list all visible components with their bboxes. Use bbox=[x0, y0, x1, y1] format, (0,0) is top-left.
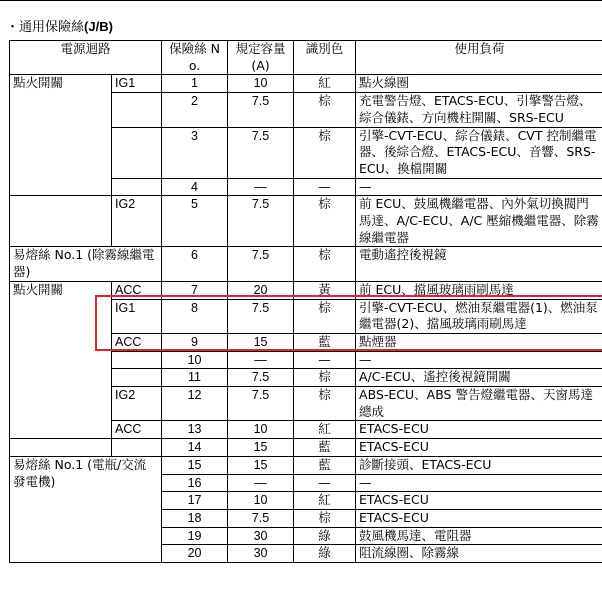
fuse-number: 19 bbox=[162, 527, 228, 545]
circuit-sub-empty bbox=[112, 439, 162, 457]
fuse-color: 棕 bbox=[294, 509, 356, 527]
fuse-color: 棕 bbox=[294, 196, 356, 247]
heading-bullet: ・ bbox=[6, 20, 20, 35]
fuse-color: 棕 bbox=[294, 299, 356, 333]
fuse-capacity: 7.5 bbox=[228, 93, 294, 127]
header-circuit: 電源迴路 bbox=[10, 41, 162, 75]
circuit-sub: ACC bbox=[112, 281, 162, 299]
fuse-number: 20 bbox=[162, 545, 228, 563]
circuit-sub-empty bbox=[112, 178, 162, 196]
fuse-load: 前 ECU、擋風玻璃雨刷馬達 bbox=[356, 281, 602, 299]
fuse-number: 7 bbox=[162, 281, 228, 299]
fuse-capacity: 7.5 bbox=[228, 509, 294, 527]
table-row bbox=[10, 196, 602, 247]
circuit-sub: ACC bbox=[112, 333, 162, 351]
fuse-capacity: — bbox=[228, 178, 294, 196]
fuse-capacity: 20 bbox=[228, 281, 294, 299]
fuse-number: 1 bbox=[162, 75, 228, 93]
fuse-number: 10 bbox=[162, 351, 228, 369]
fuse-load: 鼓風機馬達、電阻器 bbox=[356, 527, 602, 545]
fuse-capacity: 15 bbox=[228, 439, 294, 457]
fuse-capacity: 10 bbox=[228, 421, 294, 439]
heading-text: 通用保險絲 bbox=[19, 20, 85, 35]
fuse-number: 11 bbox=[162, 369, 228, 387]
fuse-capacity: 7.5 bbox=[228, 299, 294, 333]
fuse-color: 紅 bbox=[294, 75, 356, 93]
fuse-number: 2 bbox=[162, 93, 228, 127]
fuse-color: 黃 bbox=[294, 281, 356, 299]
circuit-sub: IG2 bbox=[112, 387, 162, 421]
group-empty bbox=[10, 439, 112, 457]
fuse-load: — bbox=[356, 178, 602, 196]
fuse-load: 前 ECU、鼓風機繼電器、內外氣切換閥門馬達、A/C-ECU、A/C 壓縮機繼電器、除霧線繼電器 bbox=[356, 196, 602, 247]
fuse-color: 藍 bbox=[294, 456, 356, 474]
fuse-capacity: 15 bbox=[228, 333, 294, 351]
fuse-capacity: 30 bbox=[228, 545, 294, 563]
fuse-load: 診斷接頭、ETACS-ECU bbox=[356, 456, 602, 474]
fuse-color: 紅 bbox=[294, 492, 356, 510]
fuse-capacity: 7.5 bbox=[228, 196, 294, 247]
table-row bbox=[10, 456, 602, 474]
top-rule bbox=[0, 0, 602, 1]
fuse-number: 12 bbox=[162, 387, 228, 421]
group-empty bbox=[10, 196, 112, 247]
fuse-load: 點煙器 bbox=[356, 333, 602, 351]
table-row bbox=[10, 247, 602, 281]
fuse-load: 引擎-CVT-ECU、燃油泵繼電器(1)、燃油泵繼電器(2)、擋風玻璃雨刷馬達 bbox=[356, 299, 602, 333]
fuse-number: 6 bbox=[162, 247, 228, 281]
fuse-color: 棕 bbox=[294, 247, 356, 281]
fuse-load: A/C-ECU、遙控後視鏡開關 bbox=[356, 369, 602, 387]
fuse-color: 藍 bbox=[294, 439, 356, 457]
fuse-load: 引擎-CVT-ECU、綜合儀錶、CVT 控制繼電器、後綜合燈、ETACS-ECU、音響、SRS-ECU、換檔開關 bbox=[356, 127, 602, 178]
circuit-sub: ACC bbox=[112, 421, 162, 439]
group-fusible-link-battery: 易熔絲 No.1 (電瓶/交流發電機) bbox=[10, 456, 162, 562]
group-ignition-switch: 點火開關 bbox=[10, 75, 112, 196]
fuse-color: — bbox=[294, 351, 356, 369]
circuit-sub-empty bbox=[112, 93, 162, 127]
circuit-sub: IG1 bbox=[112, 299, 162, 333]
fuse-load: 電動遙控後視鏡 bbox=[356, 247, 602, 281]
circuit-sub-empty bbox=[112, 351, 162, 369]
highlight-box bbox=[95, 295, 602, 351]
fuse-load: 阻流線圈、除霧線 bbox=[356, 545, 602, 563]
table-row bbox=[10, 75, 602, 93]
fuse-color: 藍 bbox=[294, 333, 356, 351]
circuit-sub-empty bbox=[112, 127, 162, 178]
header-capacity: 規定容量(A) bbox=[228, 41, 294, 75]
fuse-color: 棕 bbox=[294, 127, 356, 178]
group-fusible-link-defogger: 易熔絲 No.1 (除霧線繼電器) bbox=[10, 247, 162, 281]
fuse-load: — bbox=[356, 351, 602, 369]
fuse-number: 4 bbox=[162, 178, 228, 196]
table-row bbox=[10, 439, 602, 457]
fuse-color: — bbox=[294, 474, 356, 492]
group-ignition-switch-2: 點火開關 bbox=[10, 281, 112, 438]
fuse-number: 16 bbox=[162, 474, 228, 492]
fuse-capacity: — bbox=[228, 474, 294, 492]
fuse-number: 5 bbox=[162, 196, 228, 247]
fuse-number: 18 bbox=[162, 509, 228, 527]
fuse-number: 8 bbox=[162, 299, 228, 333]
fuse-capacity: 15 bbox=[228, 456, 294, 474]
fuse-number: 17 bbox=[162, 492, 228, 510]
fuse-number: 13 bbox=[162, 421, 228, 439]
fuse-number: 14 bbox=[162, 439, 228, 457]
circuit-sub: IG1 bbox=[112, 75, 162, 93]
fuse-number: 3 bbox=[162, 127, 228, 178]
fuse-color: 棕 bbox=[294, 369, 356, 387]
heading-code: (J/B) bbox=[84, 19, 113, 34]
fuse-capacity: 7.5 bbox=[228, 369, 294, 387]
fuse-color: 棕 bbox=[294, 387, 356, 421]
circuit-sub: IG2 bbox=[112, 196, 162, 247]
fuse-capacity: — bbox=[228, 351, 294, 369]
fuse-capacity: 10 bbox=[228, 75, 294, 93]
fuse-color: 紅 bbox=[294, 421, 356, 439]
fuse-load: ETACS-ECU bbox=[356, 421, 602, 439]
fuse-load: ETACS-ECU bbox=[356, 439, 602, 457]
header-fuse-no: 保險絲 No. bbox=[162, 41, 228, 75]
fuse-load: ETACS-ECU bbox=[356, 492, 602, 510]
fuse-number: 9 bbox=[162, 333, 228, 351]
fuse-color: — bbox=[294, 178, 356, 196]
fuse-capacity: 7.5 bbox=[228, 127, 294, 178]
fuse-color: 綠 bbox=[294, 527, 356, 545]
circuit-sub-empty bbox=[112, 369, 162, 387]
fuse-capacity: 30 bbox=[228, 527, 294, 545]
header-color: 識別色 bbox=[294, 41, 356, 75]
fuse-capacity: 7.5 bbox=[228, 387, 294, 421]
fuse-load: — bbox=[356, 474, 602, 492]
fuse-color: 棕 bbox=[294, 93, 356, 127]
fuse-capacity: 7.5 bbox=[228, 247, 294, 281]
fuse-load: ETACS-ECU bbox=[356, 509, 602, 527]
fuse-capacity: 10 bbox=[228, 492, 294, 510]
header-load: 使用負荷 bbox=[356, 41, 602, 75]
fuse-number: 15 bbox=[162, 456, 228, 474]
section-heading bbox=[6, 19, 113, 36]
fuse-load: 充電警告燈、ETACS-ECU、引擎警告燈、綜合儀錶、方向機柱開關、SRS-ECU bbox=[356, 93, 602, 127]
fuse-color: 綠 bbox=[294, 545, 356, 563]
fuse-load: ABS-ECU、ABS 警告燈繼電器、天窗馬達總成 bbox=[356, 387, 602, 421]
fuse-load: 點火線圈 bbox=[356, 75, 602, 93]
header-row bbox=[10, 41, 602, 75]
